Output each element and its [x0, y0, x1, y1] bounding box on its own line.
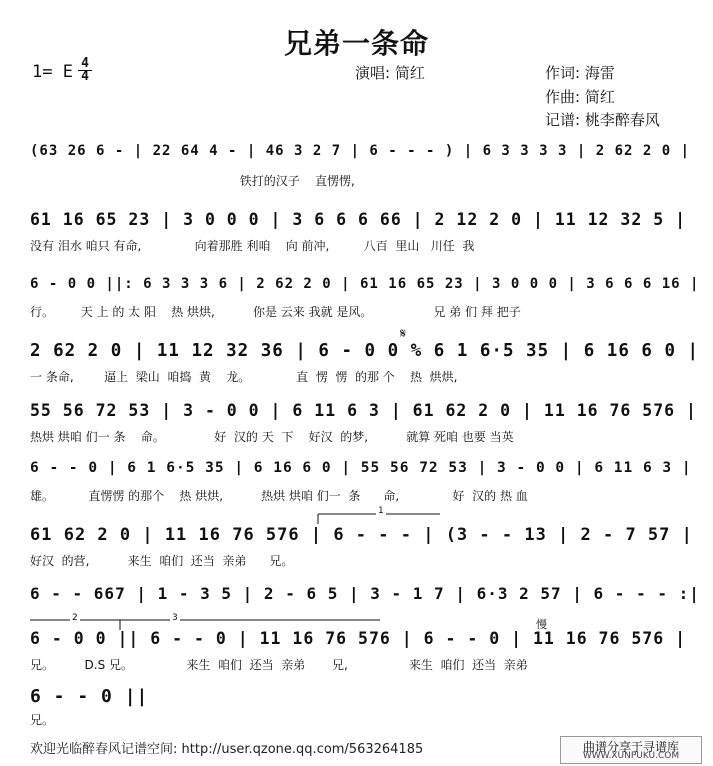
score-row-4: 2 62 2 0 | 11 12 32 36 | 6 - 0 0 % 6 1 6·5 35 | 6 16 6 0 |: [30, 341, 700, 361]
score-row-7: 61 62 2 0 | 11 16 76 576 | 6 - - - | (3 - - 13 | 2 - 7 57 |: [30, 525, 693, 545]
score-row-2: 61 16 65 23 | 3 0 0 0 | 3 6 6 6 66 | 2 12 2 0 | 11 12 32 5 |: [30, 210, 687, 229]
volta-3-label: 3: [172, 613, 178, 623]
site-badge-url: WWW.XUNPUKU.COM: [582, 751, 680, 761]
site-badge-title: 曲谱分享于寻谱库: [582, 740, 679, 754]
slow-mark: 慢: [536, 618, 547, 631]
score-row-3: 6 - 0 0 ||: 6 3 3 3 6 | 2 62 2 0 | 61 16 65 23 | 3 0 0 0 | 3 6 6 6 16 |: [30, 276, 700, 292]
lyric-row-1: 铁打的汉子 直愣愣,: [30, 174, 355, 188]
lyric-row-2: 没有 泪水 咱只 有命, 向着那胜 利咱 向 前冲, 八百 里山 川任 我: [30, 239, 475, 253]
lyric-row-9: 兄。 D.S 兄。 来生 咱们 还当 亲弟 兄, 来生 咱们 还当 亲弟: [30, 658, 528, 672]
score-row-9: 6 - 0 0 || 6 - - 0 | 11 16 76 576 | 6 - - 0 | 11 16 76 576 |: [30, 629, 687, 648]
volta-2-label: 2: [72, 613, 78, 623]
site-badge[interactable]: [560, 736, 702, 764]
lyric-row-4: 一 条命, 逼上 梁山 咱捣 黄 龙。 直 愣 愣 的那 个 热 烘烘,: [30, 370, 458, 384]
score-row-5: 55 56 72 53 | 3 - 0 0 | 6 11 6 3 | 61 62 2 0 | 11 16 76 576 |: [30, 401, 697, 420]
lyricist-credit: 作词: 海雷: [545, 64, 615, 82]
lyric-row-10: 兄。: [30, 713, 55, 727]
lyric-row-7: 好汉 的营, 来生 咱们 还当 亲弟 兄。: [30, 554, 294, 568]
score-row-6: 6 - - 0 | 6 1 6·5 35 | 6 16 6 0 | 55 56 72 53 | 3 - 0 0 | 6 11 6 3 |: [30, 460, 692, 476]
score-row-1: (63 26 6 - | 22 64 4 - | 46 3 2 7 | 6 - - - ) | 6 3 3 3 3 | 2 62 2 0 |: [30, 143, 691, 159]
time-signature-top: 4: [78, 58, 92, 71]
key-signature: 1= E: [32, 62, 73, 82]
footer-visit-text: 欢迎光临醉春风记谱空间: http://user.qzone.qq.com/563264185: [30, 742, 424, 757]
lyric-row-5: 热烘 烘咱 们一 条 命。 好 汉的 天 下 好汉 的梦, 就算 死咱 也要 当英: [30, 430, 514, 444]
transcriber-credit: 记谱: 桃李醉春风: [545, 111, 660, 129]
volta-1-label: 1: [378, 506, 384, 516]
score-row-8: 6 - - 667 | 1 - 3 5 | 2 - 6 5 | 3 - 1 7 | 6·3 2 57 | 6 - - - :|: [30, 584, 700, 603]
score-row-10: 6 - - 0 ||: [30, 686, 149, 707]
song-title: 兄弟一条命: [283, 27, 429, 60]
time-signature-bottom: 4: [81, 69, 89, 84]
singer-credit: 演唱: 简红: [355, 64, 425, 82]
composer-credit: 作曲: 简红: [545, 88, 615, 106]
lyric-row-6: 雄。 直愣愣 的那个 热 烘烘, 热烘 烘咱 们一 条 命, 好 汉的 热 血: [30, 489, 528, 503]
segno-mark: 𝄋: [400, 326, 407, 342]
lyric-row-3: 行。 天 上 的 太 阳 热 烘烘, 你是 云来 我就 是风。 兄 弟 们 拜 把子: [30, 305, 521, 319]
